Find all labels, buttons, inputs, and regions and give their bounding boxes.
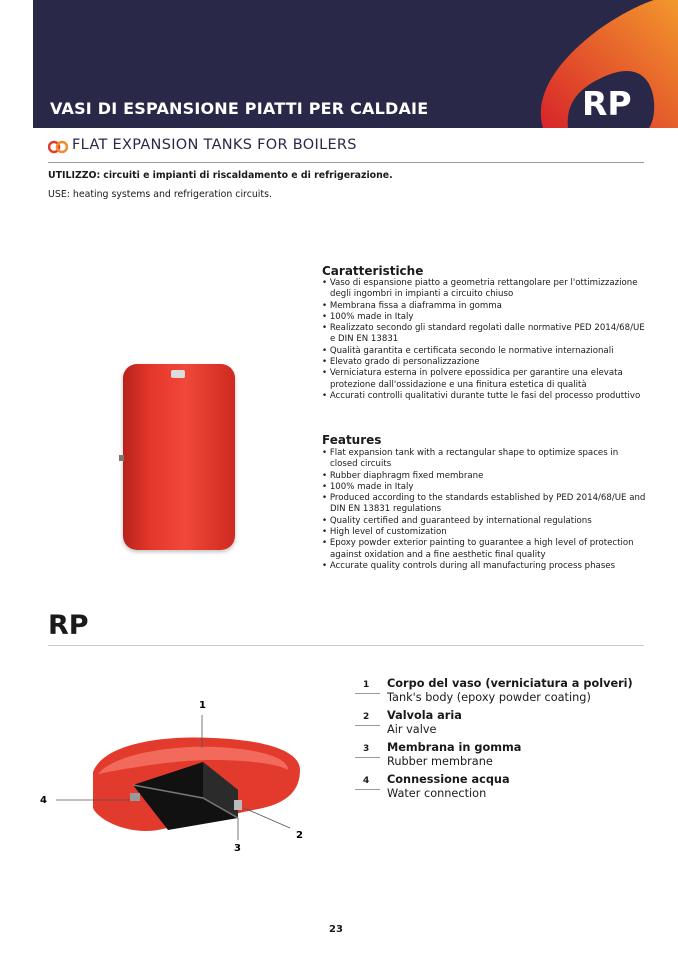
diagram-label-4: 4 [40,795,47,806]
use-english: USE: heating systems and refrigeration circuits. [48,189,272,200]
list-item: • Verniciatura esterna in polvere epossidica per garantire una elevata protezione dall'ossidazione e una finitura estetica di qualità [322,368,647,391]
list-item: • Accurati controlli qualitativi durante tutte le fasi del processo produttivo [322,391,647,402]
diagram-label-1: 1 [199,700,206,711]
list-item: • Epoxy powder exterior painting to guarantee a high level of protection against oxidation and a fine aesthetic final quality [322,538,647,561]
legend-label-en: Tank's body (epoxy powder coating) [387,691,591,704]
diagram-label-3: 3 [234,843,241,854]
list-item: • Accurate quality controls during all manufacturing process phases [322,561,647,572]
features-list [322,448,647,572]
page-number: 23 [329,924,343,935]
tank-cutaway-diagram [38,690,308,860]
list-item: • High level of customization [322,527,647,538]
legend-number: 3 [363,744,370,754]
legend-number: 2 [363,712,370,722]
diagram-label-2: 2 [296,830,303,841]
legend-label-it: Connessione acqua [387,773,510,786]
caratteristiche-list [322,278,647,402]
legend-underline [355,757,380,758]
page-title: VASI DI ESPANSIONE PIATTI PER CALDAIE [50,99,429,118]
header-banner [33,0,678,128]
list-item: • Membrana fissa a diaframma in gomma [322,301,647,312]
legend-label-en: Water connection [387,787,487,800]
legend-number: 1 [363,680,370,690]
list-item: • Realizzato secondo gli standard regolati dalle normative PED 2014/68/UE e DIN EN 13831 [322,323,647,346]
section-title: RP [48,610,89,641]
list-item: • Flat expansion tank with a rectangular shape to optimize spaces in closed circuits [322,448,647,471]
list-item: • Elevato grado di personalizzazione [322,357,647,368]
list-item: • Quality certified and guaranteed by international regulations [322,516,647,527]
legend-label-it: Corpo del vaso (verniciatura a polveri) [387,677,633,690]
use-label: UTILIZZO: [48,170,101,181]
list-item: • 100% made in Italy [322,482,647,493]
legend-label-it: Membrana in gomma [387,741,522,754]
legend-label-it: Valvola aria [387,709,462,722]
use-text-it: circuiti e impianti di riscaldamento e di refrigerazione. [103,170,393,181]
list-item: • Produced according to the standards established by PED 2014/68/UE and DIN EN 13831 regulations [322,493,647,516]
legend-underline [355,693,380,694]
tank-image [123,364,235,550]
legend-underline [355,789,380,790]
list-item: • Qualità garantita e certificata secondo le normative internazionali [322,346,647,357]
section-divider [48,645,644,646]
caratteristiche-title: Caratteristiche [322,264,424,278]
air-valve-icon [171,370,185,378]
list-item: • 100% made in Italy [322,312,647,323]
legend-underline [355,725,380,726]
use-italian [48,170,393,181]
legend-number: 4 [363,776,370,786]
legend-label-en: Rubber membrane [387,755,493,768]
flame-small-icon [48,139,68,155]
legend-label-en: Air valve [387,723,437,736]
list-item: • Vaso di espansione piatto a geometria rettangolare per l'ottimizzazione degli ingombri in impianti a circuito chiuso [322,278,647,301]
tank-port [119,455,124,461]
product-code: RP [582,84,632,123]
list-item: • Rubber diaphragm fixed membrane [322,471,647,482]
features-title: Features [322,433,382,447]
page-subtitle: FLAT EXPANSION TANKS FOR BOILERS [72,137,357,153]
subtitle-bar [48,136,644,163]
